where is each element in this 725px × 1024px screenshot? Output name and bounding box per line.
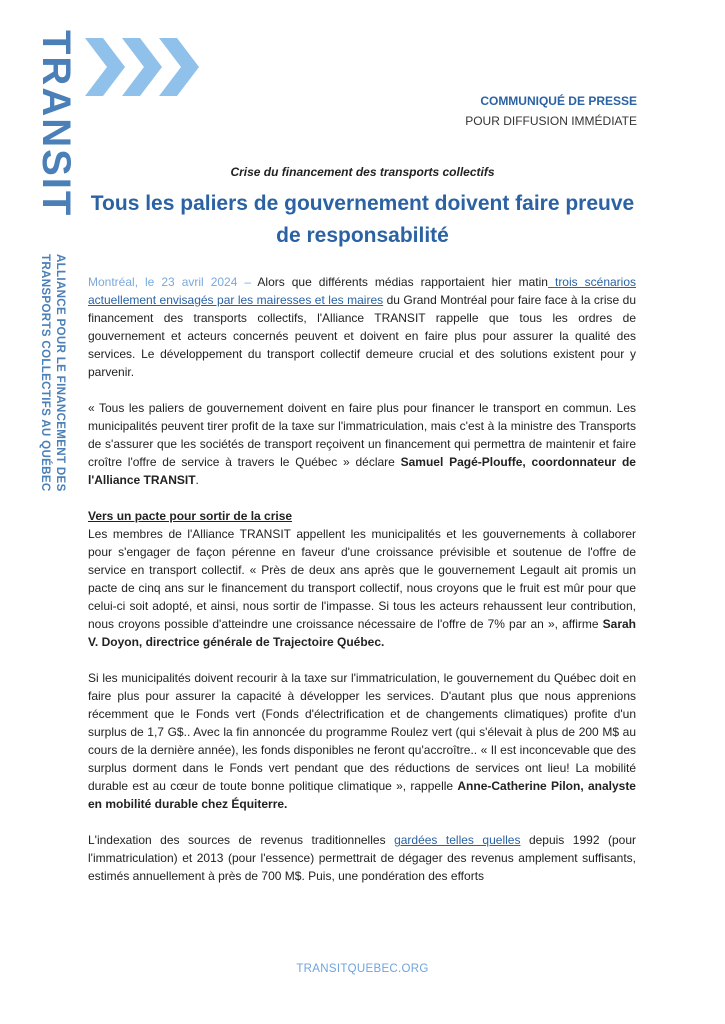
link-scenarios[interactable]: trois scénarios actuellement envisagés par les mairesses et les maires <box>88 275 637 307</box>
logo-subtitle-line1: ALLIANCE POUR LE FINANCEMENT DES <box>54 254 67 492</box>
section-subhead: Vers un pacte pour sortir de la crise <box>88 509 293 523</box>
logo-subtitle-line2: TRANSPORTS COLLECTIFS AU QUÉBEC <box>39 254 52 492</box>
logo-subtitle <box>38 254 68 492</box>
paragraph-1 <box>88 273 636 381</box>
speaker-name: Sarah V. Doyon, directrice générale de Trajectoire Québec. <box>88 617 636 649</box>
text: depuis 1992 (pour l'immatriculation) et 2013 (pour l'essence) permettrait de dégager des revenus amplement suffisants, estimés annuellement à près de 700 M$. Puis, une pondération des efforts <box>88 833 636 883</box>
text: Les membres de l'Alliance TRANSIT appellent les municipalités et les gouvernements à collaborer pour s'engager de façon pérenne en faveur d'une croissance prévisible et soutenue de l'offre de service en transport collectif. « Près de deux ans après que le gouvernement Legault ait promis un pacte de cinq ans sur le financement du transport collectif, nous croyons que le fruit est mûr pour que celui-ci soit adopté, et ainsi, nous sortir de l'impasse. Si tous les acteurs rehaussent leur contribution, nous croyons possible d'atteindre une croissance nécessaire de l'offre de 7% par an », affirme <box>88 527 636 631</box>
text: L'indexation des sources de revenus traditionnelles <box>88 833 395 847</box>
text: du Grand Montréal pour faire face à la crise du financement des transports collectifs, l'Alliance TRANSIT rappelle que tous les ordres de gouvernement et acteurs concernés peuvent et doivent en faire plus pour assurer la qualité des services. Le développement du transport collectif demeure crucial et des solutions existent pour y parvenir. <box>88 293 636 379</box>
press-release-label: COMMUNIQUÉ DE PRESSE <box>480 94 637 108</box>
text: Alors que différents médias rapportaient hier matin <box>251 275 548 289</box>
brand-sidebar <box>20 30 78 510</box>
dateline: Montréal, le 23 avril 2024 – <box>88 275 252 289</box>
footer-website[interactable]: TRANSITQUEBEC.ORG <box>296 963 429 975</box>
text: « Tous les paliers de gouvernement doivent en faire plus pour financer le transport en commun. Les municipalités peuvent tirer profit de la taxe sur l'immatriculation, mais c'est à la ministre des Transports de s'assurer que les sociétés de transport reçoivent un financement qui permettra de maintenir et faire croître l'offre de service à travers le Québec » déclare <box>88 401 636 469</box>
release-header <box>465 91 637 131</box>
paragraph-3 <box>88 507 636 651</box>
triple-chevron-right-icon <box>85 38 200 96</box>
text: Si les municipalités doivent recourir à la taxe sur l'immatriculation, le gouvernement du Québec doit en faire plus pour assurer la capacité à développer les services. D'autant plus que nous apprenions récemment que le Fonds vert (Fonds d'électrification et de changements climatiques) profite d'un surplus de 1,7 G$.. Avec la fin annoncée du programme Roulez vert (qui s'élevait à plus de 200 M$ au cours de la dernière année), les fonds disponibles ne feront qu'accroître.. « Il est inconcevable que des surplus dorment dans le Fonds vert pendant que des réductions de services ont lieu! La mobilité durable est au cœur de toute bonne politique climatique », rappelle <box>88 671 636 793</box>
speaker-name: Anne-Catherine Pilon, analyste en mobilité durable chez Équiterre. <box>88 779 636 811</box>
paragraph-5 <box>88 831 636 885</box>
logo-wordmark: TRANSIT <box>34 30 78 218</box>
paragraph-4 <box>88 669 636 813</box>
immediate-release-label: POUR DIFFUSION IMMÉDIATE <box>465 114 637 128</box>
kicker: Crise du financement des transports collectifs <box>230 165 495 179</box>
speaker-name: Samuel Pagé-Plouffe, coordonnateur de l'Alliance TRANSIT <box>88 455 636 487</box>
article-body <box>88 273 636 903</box>
page-title: Tous les paliers de gouvernement doivent faire preuve de responsabilité <box>90 192 635 247</box>
text: . <box>195 473 199 487</box>
link-gardees[interactable]: gardées telles quelles <box>394 833 521 847</box>
paragraph-2 <box>88 399 636 489</box>
